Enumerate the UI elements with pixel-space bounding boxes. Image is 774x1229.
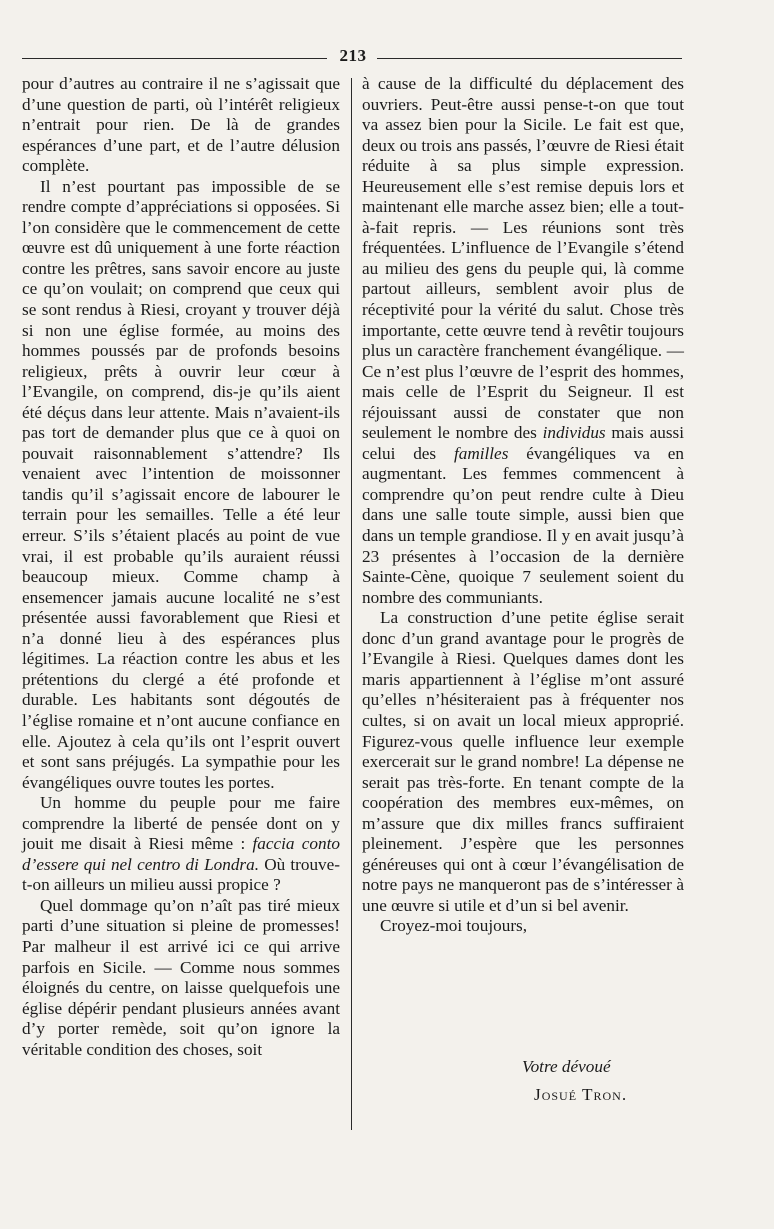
page-number: 213: [339, 46, 367, 65]
left-paragraph-1: pour d’autres au contraire il ne s’agissait que d’une question de parti, où l’intérêt religieux n’entrait pour rien. De là de grandes espérances d’une part, et de l’autre délusion complète.: [22, 74, 340, 176]
letter-signoff: [362, 1053, 682, 1109]
right-paragraph-1: [362, 74, 684, 608]
page-header: [22, 46, 682, 70]
header-rule-left: [22, 58, 327, 59]
two-column-body: [22, 74, 687, 1144]
left-paragraph-2: Il n’est pourtant pas impossible de se rendre compte d’appréciations si opposées. Si l’on considère que le commencement de cette œuvre est dû uniquement à une forte réaction contre les prêtres, sans savoir encore au juste ce qu’on voulait; on comprend que ceux qui se sont rendus à Riesi, croyant y trouver déjà si non une église formée, au moins des hommes poussés par de profonds besoins religieux, prêts à ouvrir leur cœur à l’Evangile, on comprend, dis-je qu’ils aient été déçus dans leur attente. Mais n’avaient-ils pas tort de demander plus que ce à quoi on pouvait raisonnablement s’attendre? Ils venaient avec l’intention de moissonner tandis qu’il s’agissait encore de labourer le terrain pour les semailles. Telle a été leur erreur. S’ils s’étaient placés au point de vue vrai, il est probable qu’ils auraient réussi beaucoup mieux. Comme champ à ensemencer jamais aucune localité ne s’est présentée aussi favorablement que Riesi et n’a donné lieu à des espérances plus légitimes. La réaction contre les abus et les prétentions du clergé a été profonde et durable. Les habitants sont dégoutés de l’église romaine et n’ont aucune confiance en elle. Ajoutez à cela qu’ils ont l’esprit ouvert et sont sans préjugés. La sympathie pour les évangéliques ouvre toutes les portes.: [22, 176, 340, 792]
column-divider: [351, 78, 352, 1130]
right-column: [362, 74, 684, 937]
emphasis-individus: individus: [542, 423, 606, 443]
left-paragraph-3-end: Où trouve-t-on ailleurs un milieu aussi propice ?: [22, 854, 340, 895]
left-paragraph-4: Quel dommage qu’on n’aît pas tiré mieux parti d’une situation si pleine de promesses! Par malheur il est arrivé ici ce qui arrive parfois en Sicile. — Comme nous sommes éloignés du centre, on laisse quelquefois une église dépérir pendant plusieurs années avant d’y porter remède, soit qu’on ignore la véritable condition des choses, soit: [22, 895, 340, 1059]
italian-quote: faccia conto d’essere qui nel centro di Londra.: [22, 834, 340, 874]
left-paragraph-3: [22, 793, 340, 896]
emphasis-familles: familles: [453, 443, 509, 463]
right-paragraph-2: La construction d’une petite église serait donc d’un grand avantage pour le progrès de l’Evangile à Riesi. Quelques dames dont les maris appartiennent à l’église m’ont assuré qu’elles n’hésiteraient pas à fréquenter nos cultes, si on avait un local mieux approprié. Figurez-vous quelle influence leur exemple exercerait sur le grand nombre! La dépense ne serait pas très-forte. En tenant compte de la coopération des membres eux-mêmes, on m’assure que dix milles francs suffiraient pleinement. J’espère que les personnes généreuses qui ont à cœur l’évangélisation de notre pays ne manqueront pas de s’intéresser à une œuvre si utile et d’un si bel avenir.: [362, 608, 684, 915]
right-paragraph-1-a: à cause de la difficulté du déplacement des ouvriers. Peut-être aussi pense-t-on que tout va assez bien pour la Sicile. Le fait est que, deux ou trois ans passés, l’œuvre de Riesi était réduite à sa plus simple expression. Heureusement elle s’est remise depuis lors et maintenant elle marche assez bien; elle a tout-à-fait repris. — Les réunions sont très fréquentées. L’influence de l’Evangile s’étend au milieu des gens du peuple qui, là comme partout ailleurs, semblent avoir plus de réceptivité pour la vérité du salut. Chose très importante, cette œuvre tend à revêtir toujours plus un caractère franchement évangélique. — Ce n’est plus l’œuvre de l’esprit des hommes, mais celle de l’Esprit du Seigneur. Il est réjouissant aussi de constater que non seulement le nombre des: [362, 74, 684, 443]
right-paragraph-3: Croyez-moi toujours,: [380, 916, 528, 936]
header-rule-right: [377, 58, 682, 59]
signature: Josué Tron.: [534, 1085, 628, 1104]
right-paragraph-1-b: mais aussi celui des: [362, 423, 685, 463]
left-column: [22, 74, 340, 1060]
closing-phrase: Votre dévoué: [522, 1057, 611, 1076]
right-paragraph-1-c: évangéliques va en augmentant. Les femmes commencent à comprendre qu’on peut rendre culte à Dieu dans une salle toute simple, aussi bien que dans un temple grandiose. Il y en avait jusqu’à 23 présentes à l’occasion de la dernière Sainte-Cène, quoique 7 seulement soient du nombre des communiants.: [362, 443, 684, 607]
left-paragraph-3-start: Un homme du peuple pour me faire comprendre la liberté de pensée dont on y jouit me disait à Riesi même :: [22, 793, 340, 854]
